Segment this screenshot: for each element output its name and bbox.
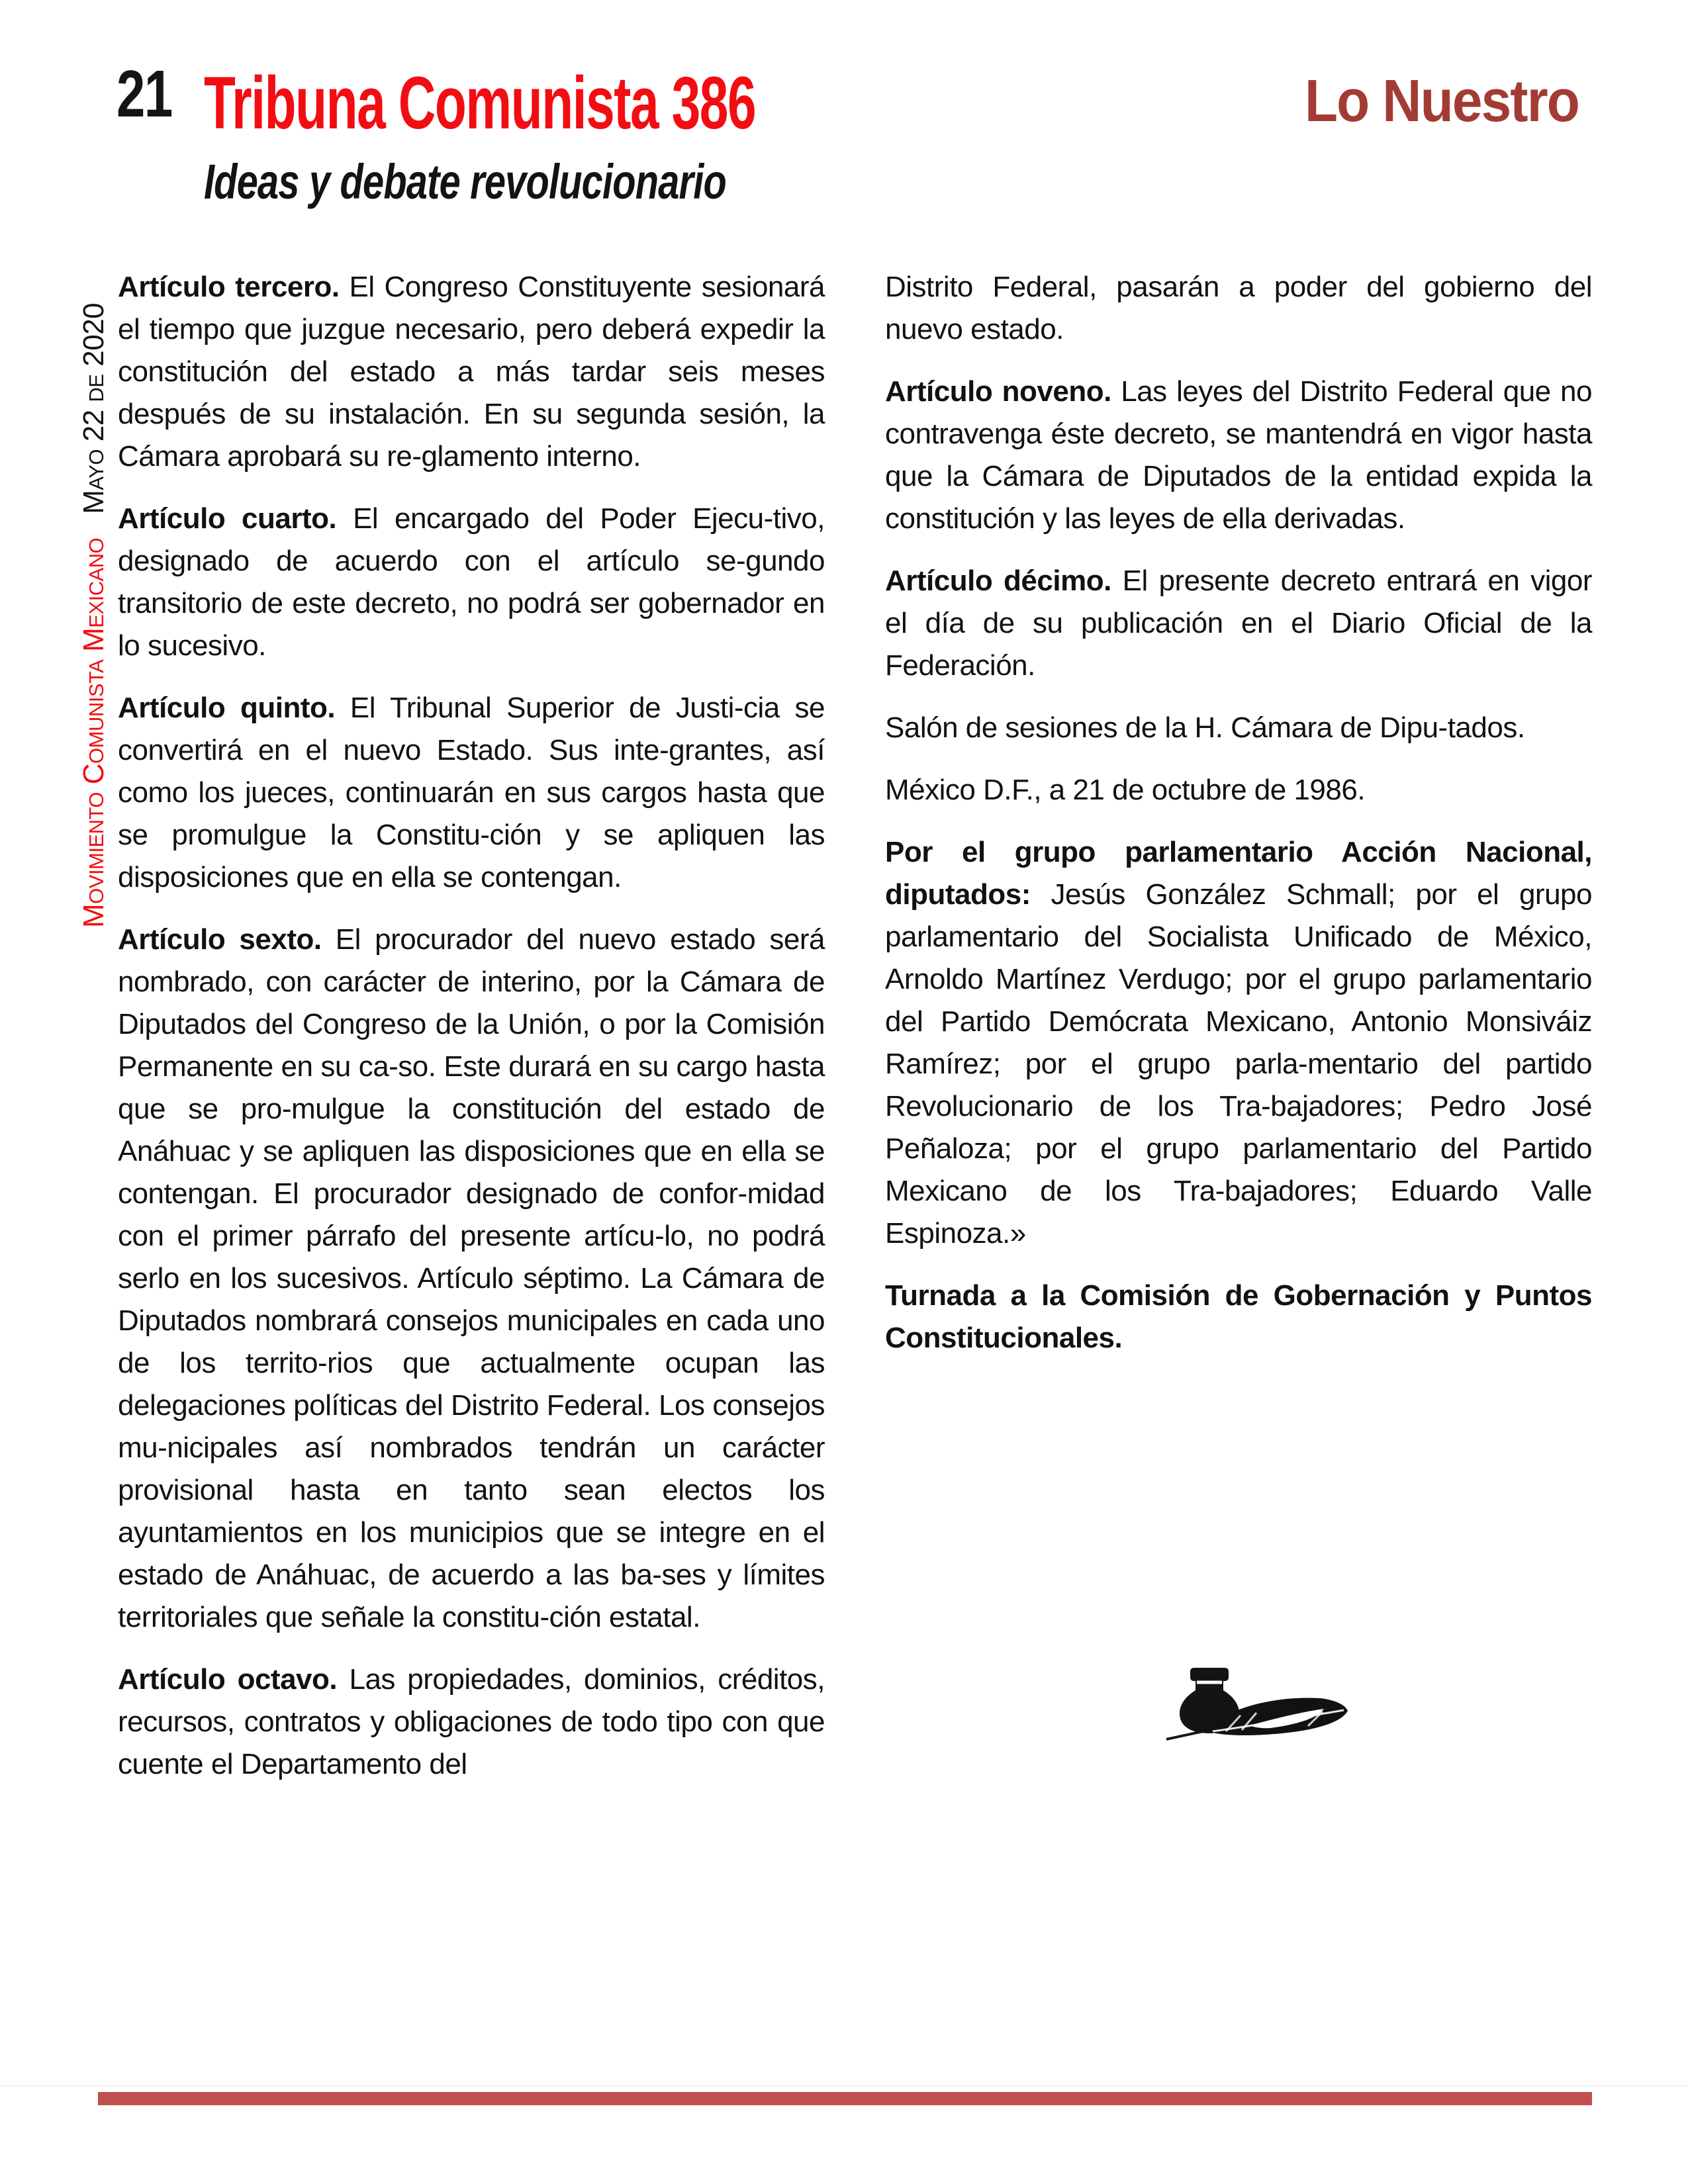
paragraph-lead: Artículo cuarto. bbox=[118, 502, 337, 535]
paragraph-text: El procurador del nuevo estado será nombrado, con carácter de interino, por la Cámara de Diputados del Congreso de la Unión, o por la Comisión Permanente en su ca-so. Este durará en su cargo hasta que se pro-mulgue la constitución del estado de Anáhuac y se apliquen las disposiciones que en ella se contengan. El procurador designado de confor-midad con el primer párrafo del presente artícu-lo, no podrá serlo en los sucesivos. Artículo séptimo. La Cámara de Diputados nombrará consejos municipales en cada uno de los territo-rios que actualmente ocupan las delegaciones políticas del Distrito Federal. Los consejos mu-nicipales así nombrados tendrán un carácter provisional hasta en tanto sean electos los ayuntamientos en los municipios que se integre en el estado de Anáhuac, de acuerdo a las ba-ses y límites territoriales que señale la constitu-ción estatal. bbox=[118, 923, 825, 1633]
paragraph-articulo-tercero bbox=[118, 266, 825, 478]
paragraph-lead: Artículo tercero. bbox=[118, 271, 340, 303]
footer-rule bbox=[98, 2092, 1592, 2105]
paragraph-text: Las propiedades, dominios, créditos, recursos, contratos y obligaciones de todo tipo con que cuente el Departamento del bbox=[118, 1663, 825, 1780]
paragraph-articulo-octavo bbox=[118, 1659, 825, 1786]
paragraph-text: El encargado del Poder Ejecu-tivo, designado de acuerdo con el artículo se-gundo transitorio de este decreto, no podrá ser gobernador en lo sucesivo. bbox=[118, 502, 825, 662]
paragraph-fecha bbox=[885, 769, 1592, 811]
paragraph-articulo-sexto bbox=[118, 919, 825, 1639]
paragraph-salon-sesiones bbox=[885, 707, 1592, 749]
paragraph-lead: Artículo décimo. bbox=[885, 565, 1111, 597]
paragraph-articulo-noveno bbox=[885, 371, 1592, 540]
sidebar-organization: Movimiento Comunista Mexicano bbox=[77, 537, 110, 928]
paragraph-lead: Por el grupo parlamentario Acción Nacional, diputados: bbox=[885, 836, 1592, 911]
sidebar-vertical-text bbox=[77, 303, 112, 928]
sidebar-date: Mayo 22 de 2020 bbox=[77, 302, 110, 514]
paragraph-continuation bbox=[885, 266, 1592, 351]
paragraph-text: Distrito Federal, pasarán a poder del gobierno del nuevo estado. bbox=[885, 271, 1592, 345]
paragraph-text: El Congreso Constituyente sesionará el tiempo que juzgue necesario, pero deberá expedir la constitución del estado a más tardar seis meses después de su instalación. En su segunda sesión, la Cámara aprobará su re-glamento interno. bbox=[118, 271, 825, 473]
paragraph-turnada bbox=[885, 1275, 1592, 1359]
masthead-title: Tribuna Comunista 386 bbox=[204, 62, 756, 144]
paragraph-articulo-cuarto bbox=[118, 498, 825, 667]
masthead-subtitle: Ideas y debate revolucionario bbox=[204, 154, 726, 209]
quill-inkwell-icon bbox=[1152, 1662, 1350, 1745]
right-column bbox=[885, 266, 1592, 1379]
footer-faint-line bbox=[0, 2085, 1688, 2087]
paragraph-text: México D.F., a 21 de octubre de 1986. bbox=[885, 774, 1366, 806]
paragraph-grupos-parlamentarios bbox=[885, 831, 1592, 1255]
paragraph-lead: Turnada a la Comisión de Gobernación y Puntos Constitucionales. bbox=[885, 1279, 1592, 1354]
quill-inkwell-image bbox=[1152, 1662, 1350, 1745]
paragraph-text: El Tribunal Superior de Justi-cia se convertirá en el nuevo Estado. Sus inte-grantes, así como los jueces, continuarán en sus cargos hasta que se promulgue la Constitu-ción y se apliquen las disposiciones que en ella se contengan. bbox=[118, 692, 825, 893]
paragraph-articulo-quinto bbox=[118, 687, 825, 899]
section-title: Lo Nuestro bbox=[1304, 68, 1579, 134]
paragraph-lead: Artículo octavo. bbox=[118, 1663, 338, 1696]
page-number: 21 bbox=[117, 57, 172, 131]
paragraph-lead: Artículo sexto. bbox=[118, 923, 322, 956]
paragraph-lead: Artículo noveno. bbox=[885, 375, 1111, 408]
paragraph-articulo-decimo bbox=[885, 560, 1592, 687]
paragraph-lead: Artículo quinto. bbox=[118, 692, 336, 724]
paragraph-text: Salón de sesiones de la H. Cámara de Dipu-tados. bbox=[885, 711, 1525, 744]
paragraph-text: El presente decreto entrará en vigor el día de su publicación en el Diario Oficial de la Federación. bbox=[885, 565, 1592, 682]
paragraph-text: Las leyes del Distrito Federal que no contravenga éste decreto, se mantendrá en vigor hasta que la Cámara de Diputados de la entidad expida la constitución y las leyes de ella derivadas. bbox=[885, 375, 1592, 535]
left-column bbox=[118, 266, 825, 1805]
paragraph-text: Jesús González Schmall; por el grupo parlamentario del Socialista Unificado de México, Arnoldo Martínez Verdugo; por el grupo parlamentario del Partido Demócrata Mexicano, Antonio Monsiváiz Ramírez; por el grupo parla-mentario del partido Revolucionario de los Tra-bajadores; Pedro José Peñaloza; por el grupo parlamentario del Partido Mexicano de los Tra-bajadores; Eduardo Valle Espinoza.» bbox=[885, 878, 1592, 1250]
